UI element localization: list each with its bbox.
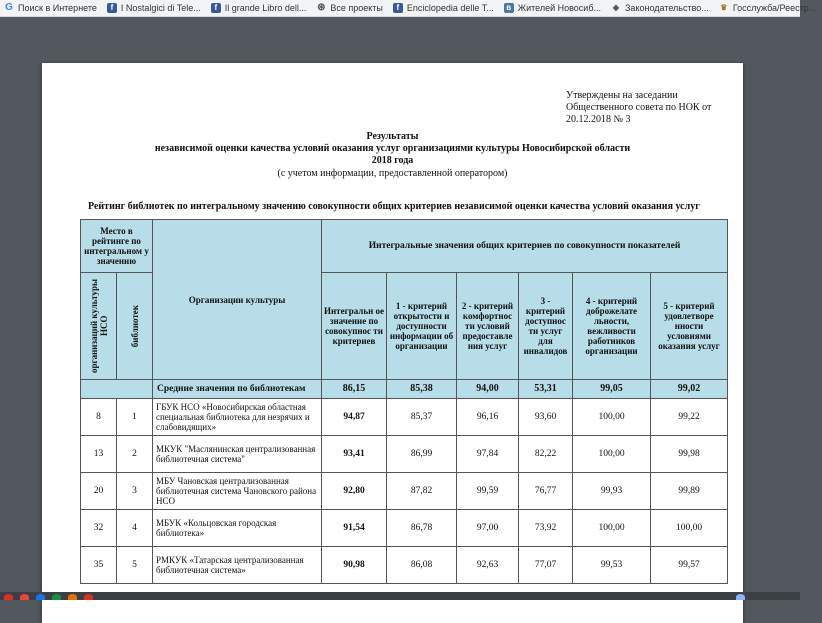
integral-value: 91,54 [322, 510, 387, 547]
criteria-header: 2 - критерий комфортнос ти условий предоставле ния услуг [457, 273, 519, 380]
vk-icon: в [504, 3, 514, 13]
approval-line: 20.12.2018 № 3 [566, 114, 631, 125]
criterion-value: 77,07 [519, 547, 573, 584]
org-name: МБУ Чановская централизованная библиотечная система Чановского района НСО [153, 473, 322, 510]
taskbar-app-icon[interactable] [36, 594, 45, 600]
criterion-value: 100,00 [651, 510, 728, 547]
average-value: 99,02 [651, 380, 728, 399]
bookmark-label: Il grande Libro dell... [224, 3, 307, 13]
org-header: Организации культуры [153, 220, 322, 380]
org-name: МКУК "Маслянинская централизованная библиотечная система" [153, 436, 322, 473]
integral-value: 92,80 [322, 473, 387, 510]
average-value: 86,15 [322, 380, 387, 399]
criterion-value: 97,84 [457, 436, 519, 473]
criterion-value: 100,00 [573, 510, 651, 547]
rank-nso: 20 [81, 473, 117, 510]
taskbar-app-icon[interactable] [20, 594, 29, 600]
criterion-value: 99,59 [457, 473, 519, 510]
approval-line: Общественного совета по НОК от [566, 102, 712, 113]
criterion-value: 86,99 [387, 436, 457, 473]
average-value: 99,05 [573, 380, 651, 399]
bookmark-search[interactable] [0, 0, 103, 16]
rank-lib: 3 [117, 473, 153, 510]
bookmark-nostalgici[interactable] [103, 0, 207, 16]
rating-table [80, 219, 728, 584]
criterion-value: 85,37 [387, 399, 457, 436]
place-header: Место в рейтинге по интегральном у значению [81, 220, 153, 273]
rank-lib: 5 [117, 547, 153, 584]
rank-nso-header [81, 273, 117, 380]
bookmarks-bar [0, 0, 817, 17]
rank-nso: 13 [81, 436, 117, 473]
criteria-header: Интегральн ое значение по совокупнос ти критериев [322, 273, 387, 380]
taskbar-app-icon[interactable] [4, 594, 13, 600]
group-header: Интегральные значения общих критериев по совокупности показателей [322, 220, 728, 273]
bookmark-law[interactable] [607, 0, 715, 16]
doc-year: 2018 года [371, 155, 414, 166]
criteria-header: 4 - критерий доброжелате льности, вежливости работников организации [573, 273, 651, 380]
criterion-value: 96,16 [457, 399, 519, 436]
graduation-cap-icon: ◆ [612, 3, 620, 12]
rank-lib-header-text: библиотек [129, 304, 140, 348]
average-empty [81, 380, 153, 399]
criterion-value: 100,00 [573, 399, 651, 436]
doc-note: (с учетом информации, предоставленной оператором) [277, 168, 508, 179]
facebook-icon: f [107, 3, 117, 13]
approval-note [566, 90, 711, 126]
criterion-value: 86,78 [387, 510, 457, 547]
doc-subtitle: независимой оценки качества условий оказания услуг организациями культуры Новосибирской области [154, 143, 631, 154]
org-name: ГБУК НСО «Новосибирская областная специальная библиотека для незрячих и слабовидящих» [153, 399, 322, 436]
criterion-value: 100,00 [573, 436, 651, 473]
rank-lib: 4 [117, 510, 153, 547]
criterion-value: 92,63 [457, 547, 519, 584]
criterion-value: 99,57 [651, 547, 728, 584]
doc-title: Результаты [366, 131, 419, 142]
criterion-value: 76,77 [519, 473, 573, 510]
bookmark-enciclopedia[interactable] [389, 0, 500, 16]
bookmark-label: Законодательство... [625, 3, 709, 13]
bookmark-novosib[interactable] [500, 0, 607, 16]
table-row [81, 547, 728, 584]
table-row [81, 473, 728, 510]
criteria-header: 5 - критерий удовлетворе нности условиями оказания услуг [651, 273, 728, 380]
org-name: МБУК «Кольцовская городская библиотека» [153, 510, 322, 547]
criteria-header: 1 - критерий открытости и доступности информации об организации [387, 273, 457, 380]
average-value: 94,00 [457, 380, 519, 399]
emblem-icon: ♛ [720, 3, 728, 12]
criterion-value: 99,53 [573, 547, 651, 584]
criterion-value: 82,22 [519, 436, 573, 473]
rank-nso: 8 [81, 399, 117, 436]
criterion-value: 93,60 [519, 399, 573, 436]
average-row [81, 380, 728, 399]
criterion-value: 73,92 [519, 510, 573, 547]
org-name: РМКУК «Татарская централизованная библиотечная система» [153, 547, 322, 584]
bookmark-libro[interactable] [207, 0, 313, 16]
facebook-icon: f [393, 3, 403, 13]
table-row [81, 510, 728, 547]
bookmark-label: Жителей Новосиб... [517, 3, 601, 13]
average-value: 53,31 [519, 380, 573, 399]
integral-value: 90,98 [322, 547, 387, 584]
table-row [81, 399, 728, 436]
criterion-value: 99,22 [651, 399, 728, 436]
rank-nso-header-text: организаций культуры НСО [88, 278, 109, 374]
criteria-header: 3 - критерий доступнос ти услуг для инвалидов [519, 273, 573, 380]
integral-value: 93,41 [322, 436, 387, 473]
taskbar-app-icon[interactable] [736, 594, 745, 600]
average-value: 85,38 [387, 380, 457, 399]
taskbar [0, 592, 800, 600]
bookmark-label: Все проекты [330, 3, 383, 13]
rank-nso: 35 [81, 547, 117, 584]
average-label: Средние значения по библиотекам [153, 380, 322, 399]
bookmark-label: Госслужба/Реестр... [732, 3, 817, 13]
criterion-value: 97,00 [457, 510, 519, 547]
google-icon: G [5, 2, 13, 13]
bookmark-gossluzhba[interactable] [715, 0, 822, 16]
rank-nso: 32 [81, 510, 117, 547]
approval-line: Утверждены на заседании [566, 90, 678, 101]
criterion-value: 99,89 [651, 473, 728, 510]
bookmark-label: Enciclopedia delle T... [406, 3, 494, 13]
rating-title: Рейтинг библиотек по интегральному значению совокупности общих критериев независимой оценки качества условий оказания услуг [88, 201, 700, 212]
criterion-value: 99,98 [651, 436, 728, 473]
taskbar-app-icon[interactable] [52, 594, 61, 600]
taskbar-app-icon[interactable] [68, 594, 77, 600]
globe-icon: ⊛ [317, 2, 326, 13]
facebook-icon: f [211, 3, 221, 13]
table-row [81, 436, 728, 473]
criterion-value: 99,93 [573, 473, 651, 510]
integral-value: 94,87 [322, 399, 387, 436]
rank-lib-header [117, 273, 153, 380]
rank-lib: 2 [117, 436, 153, 473]
taskbar-app-icon[interactable] [84, 594, 93, 600]
bookmark-projects[interactable] [312, 0, 389, 16]
bookmark-label: Поиск в Интернете [18, 3, 97, 13]
criterion-value: 86,08 [387, 547, 457, 584]
criterion-value: 87,82 [387, 473, 457, 510]
rank-lib: 1 [117, 399, 153, 436]
bookmark-label: I Nostalgici di Tele... [120, 3, 201, 13]
